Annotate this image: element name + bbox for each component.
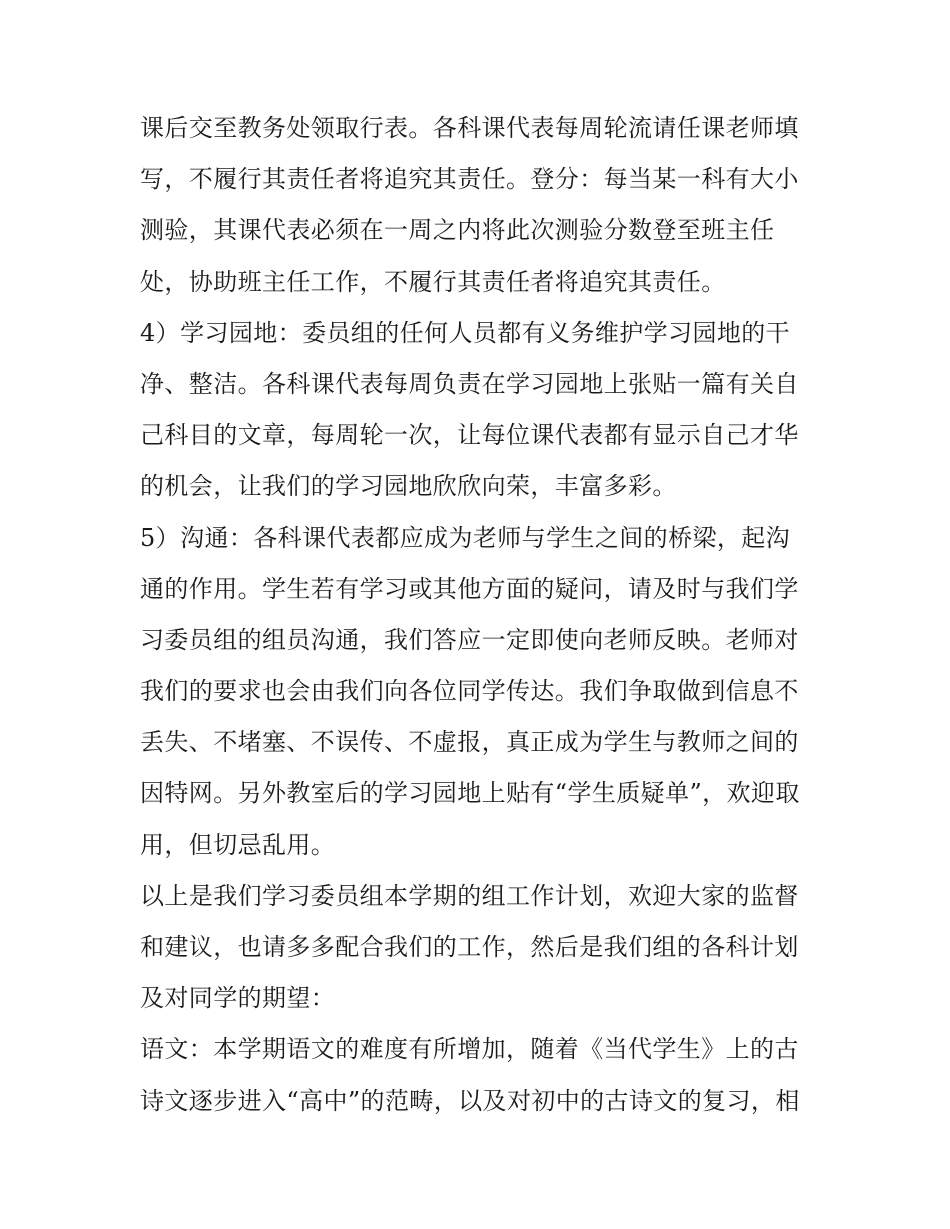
text-line: 以上是我们学习委员组本学期的组工作计划，欢迎大家的监督 <box>140 881 799 910</box>
text-line: 用，但切忌乱用。 <box>140 830 336 859</box>
text-line: 处，协助班主任工作，不履行其责任者将追究其责任。 <box>140 267 726 296</box>
text-line: 我们的要求也会由我们向各位同学传达。我们争取做到信息不 <box>140 677 799 706</box>
text-line: 写，不履行其责任者将追究其责任。登分：每当某一科有大小 <box>140 165 799 194</box>
text-line: 4）学习园地：委员组的任何人员都有义务维护学习园地的干 <box>140 318 791 347</box>
document-body <box>140 103 830 1127</box>
text-line: 语文：本学期语文的难度有所增加，随着《当代学生》上的古 <box>140 1035 799 1064</box>
text-line: 及对同学的期望： <box>140 984 336 1013</box>
text-line: 测验，其课代表必须在一周之内将此次测验分数登至班主任 <box>140 216 775 245</box>
text-line: 和建议，也请多多配合我们的工作，然后是我们组的各科计划 <box>140 933 799 961</box>
text-line: 丢失、不堵塞、不误传、不虚报，真正成为学生与教师之间的 <box>140 728 799 757</box>
text-line: 通的作用。学生若有学习或其他方面的疑问，请及时与我们学 <box>140 574 799 603</box>
text-line: 净、整洁。各科课代表每周负责在学习园地上张贴一篇有关自 <box>140 369 799 398</box>
text-line: 诗文逐步进入“高中”的范畴，以及对初中的古诗文的复习，相 <box>140 1086 800 1115</box>
text-line: 课后交至教务处领取行表。各科课代表每周轮流请任课老师填 <box>140 114 799 142</box>
text-line: 的机会，让我们的学习园地欣欣向荣，丰富多彩。 <box>140 472 677 501</box>
text-line: 因特网。另外教室后的学习园地上贴有“学生质疑单”，欢迎取 <box>140 779 800 808</box>
text-line: 5）沟通：各科课代表都应成为老师与学生之间的桥梁，起沟 <box>140 523 791 552</box>
text-line: 习委员组的组员沟通，我们答应一定即使向老师反映。老师对 <box>140 625 799 654</box>
text-line: 己科目的文章，每周轮一次，让每位课代表都有显示自己才华 <box>140 421 799 450</box>
